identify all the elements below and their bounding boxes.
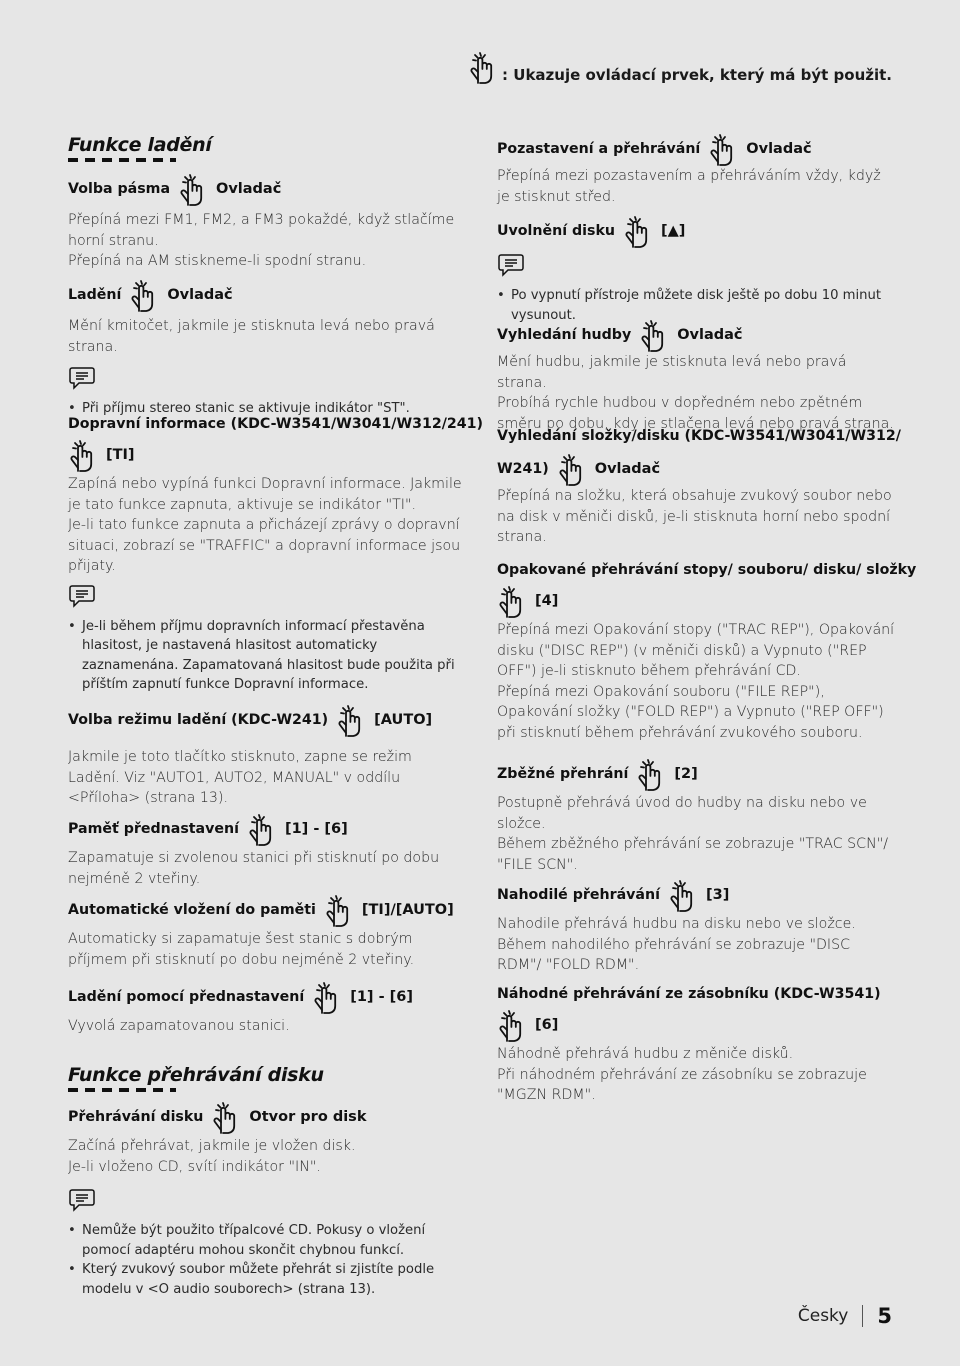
note-item: • Po vypnutí přístroje můžete disk ještě po dobu 10 minut vysunout. [497,286,897,325]
heading: Zběžné přehrání [497,766,629,782]
text-line: Začíná přehrávat, jakmile je vložen disk. [68,1138,356,1154]
hand-icon [557,452,587,486]
note-item: • Nemůže být použito třípalcové CD. Pokusy o vložení pomocí adaptéru mohou skončit chybnou funkcí. [68,1221,468,1260]
block-nahodile [497,878,897,976]
text-line: Zapamatuje si zvolenou stanici při stisknutí po dobu nejméně 2 vteřiny. [68,850,440,887]
block-pamet [68,812,468,889]
heading: Automatické vložení do paměti [68,902,316,918]
text-line: Zapíná nebo vypíná funkci Dopravní informace. Jakmile je tato funkce zapnuta, aktivuje se indikátor "TI". [68,476,462,513]
heading: Náhodné přehrávání ze zásobníku (KDC-W3541) [497,986,881,1002]
note-icon [68,365,96,391]
block-ladeni [68,278,468,419]
hand-icon [497,584,527,618]
hand-icon [68,438,98,472]
note-icon [68,1187,96,1213]
heading: Paměť přednastavení [68,821,239,837]
heading: Volba režimu ladění (KDC-W241) [68,712,329,728]
text-line: Je-li vloženo CD, svítí indikátor "IN". [68,1158,321,1175]
note-item: • Při příjmu stereo stanic se aktivuje indikátor "ST". [68,399,468,419]
text-line: Postupně přehrává úvod do hudby na disku nebo ve složce. [497,795,867,832]
block-vyhledani-slozky [497,428,901,548]
hand-icon [623,214,653,248]
control-label: Otvor pro disk [249,1109,367,1125]
hand-icon [312,980,342,1014]
hand-icon [336,703,366,737]
control-label: [AUTO] [374,712,433,728]
text-line: Probíhá rychle hudbou v dopředném nebo zpětném směru po dobu, kdy je stlačena levá nebo pravá strana. [497,395,894,432]
page-number: 5 [877,1304,892,1328]
hand-icon [247,812,277,846]
heading: Uvolnění disku [497,223,616,239]
block-vyhledani-hudby [497,318,897,434]
hand-icon [178,172,208,206]
control-label: Ovladač [746,141,812,157]
hand-icon [211,1100,241,1134]
text-line: Přepíná na AM stiskneme-li spodní stranu. [68,253,367,269]
heading: Dopravní informace (KDC-W3541/W3041/W312/241) [68,416,484,432]
text-line: Během zběžného přehrávání se zobrazuje "TRAC SCN"/ "FILE SCN". [497,836,888,873]
heading: Opakované přehrávání stopy/ souboru/ disku/ složky [497,562,917,578]
block-pozastaveni [497,132,897,207]
control-label: [6] [535,1017,559,1033]
text-line: Mění kmitočet, jakmile je stisknuta levá nebo pravá strana. [68,318,435,355]
hand-icon [636,757,666,791]
control-label: Ovladač [594,461,661,477]
page-footer [798,1304,892,1328]
note-icon [497,252,525,278]
hand-icon [708,132,738,166]
control-label: Ovladač [167,287,233,303]
note-item: • Je-li během příjmu dopravních informací přestavěna hlasitost, je nastavená hlasitost automaticky zaznamenána. Zapamatovaná hlasitost bude použita při příštím zapnutí funkce Dopravní informace. [68,617,468,695]
text-line: Jakmile je toto tlačítko stisknuto, zapne se režim Ladění. Viz "AUTO1, AUTO2, MANUAL" v oddílu <Příloha> (strana 13). [68,749,412,806]
hand-icon [668,878,698,912]
block-volba-pasma [68,172,468,272]
heading: W241) [497,461,549,477]
control-label: [1] - [6] [350,989,413,1005]
section-title-tuning: Funkce ladění [68,134,212,162]
text-line: Při náhodném přehrávání ze zásobníku se zobrazuje "MGZN RDM". [497,1066,867,1103]
block-nahodne-zasobnik [497,986,897,1106]
heading: Vyhledání hudby [497,327,632,343]
control-label: [TI] [106,447,135,463]
control-label: Ovladač [216,181,282,197]
text-line: Nahodile přehrává hudbu na disku nebo ve složce. [497,916,856,932]
text-line: Přepíná na složku, která obsahuje zvukový soubor nebo na disk v měniči disků, je-li stisknuta horní nebo spodní strana. [497,488,892,545]
heading: Volba pásma [68,181,171,197]
block-uvolneni [497,214,897,325]
control-label: [TI]/[AUTO] [361,902,454,918]
section-title-disc: Funkce přehrávání disku [68,1064,324,1092]
block-volba-rezimu [68,703,468,809]
legend [468,50,892,84]
text-line: Přepíná mezi pozastavením a přehráváním vždy, když je stisknut střed. [497,168,881,205]
block-zbezne [497,757,897,875]
divider [862,1305,863,1327]
block-auto-vlozeni [68,893,468,970]
hand-icon [324,893,354,927]
heading: Ladění [68,287,122,303]
hand-icon [497,1008,527,1042]
heading: Ladění pomocí přednastavení [68,989,305,1005]
legend-text: : Ukazuje ovládací prvek, který má být použit. [502,66,892,84]
text-line: Je-li tato funkce zapnuta a přicházejí zprávy o dopravní situaci, zobrazí se "TRAFFIC" a dopravní informace jsou přijaty. [68,517,461,574]
block-prehravani [68,1100,468,1299]
heading: Nahodilé přehrávání [497,887,660,903]
text-line: Vyvolá zapamatovanou stanici. [68,1018,290,1034]
text-line: Během nahodilého přehrávání se zobrazuje "DISC RDM"/ "FOLD RDM". [497,936,850,973]
language-label: Česky [797,1306,849,1326]
block-dopravni [68,416,484,695]
heading: Přehrávání disku [68,1109,204,1125]
control-label: [3] [705,887,730,903]
control-label: [2] [674,766,698,782]
heading: Vyhledání složky/disku (KDC-W3541/W3041/W312/ [497,428,901,444]
text-line: Přepíná mezi Opakování stopy ("TRAC REP"), Opakování disku ("DISC REP") (v měniči disků) a Vypnuto ("REP OFF") je-li stisknuto během přehrávání CD. [497,622,895,679]
block-ladeni-pred [68,980,468,1037]
control-label: [▲] [661,223,686,239]
note-item: • Který zvukový soubor můžete přehrát si zjistíte podle modelu v <O audio souborech> (strana 13). [68,1260,468,1299]
control-label: [4] [535,593,559,609]
hand-icon [468,50,498,84]
hand-icon [639,318,669,352]
note-icon [68,583,96,609]
text-line: Náhodně přehrává hudbu z měniče disků. [497,1046,794,1062]
text-line: Automaticky si zapamatuje šest stanic s dobrým příjmem při stisknutí po dobu nejméně 2 vteřiny. [68,931,415,968]
hand-icon [129,278,159,312]
text-line: Přepíná mezi Opakování souboru ("FILE REP"), Opakování složky ("FOLD REP") a Vypnuto ("REP OFF") při stisknutí během přehrávání zvukového souboru. [497,683,884,741]
control-label: [1] - [6] [284,821,348,837]
text-line: Mění hudbu, jakmile je stisknuta levá nebo pravá strana. [497,354,847,391]
control-label: Ovladač [677,327,743,343]
text-line: Přepíná mezi FM1, FM2, a FM3 pokaždé, když stlačíme horní stranu. [68,212,455,249]
block-opakovane [497,562,917,743]
heading: Pozastavení a přehrávání [497,141,701,157]
